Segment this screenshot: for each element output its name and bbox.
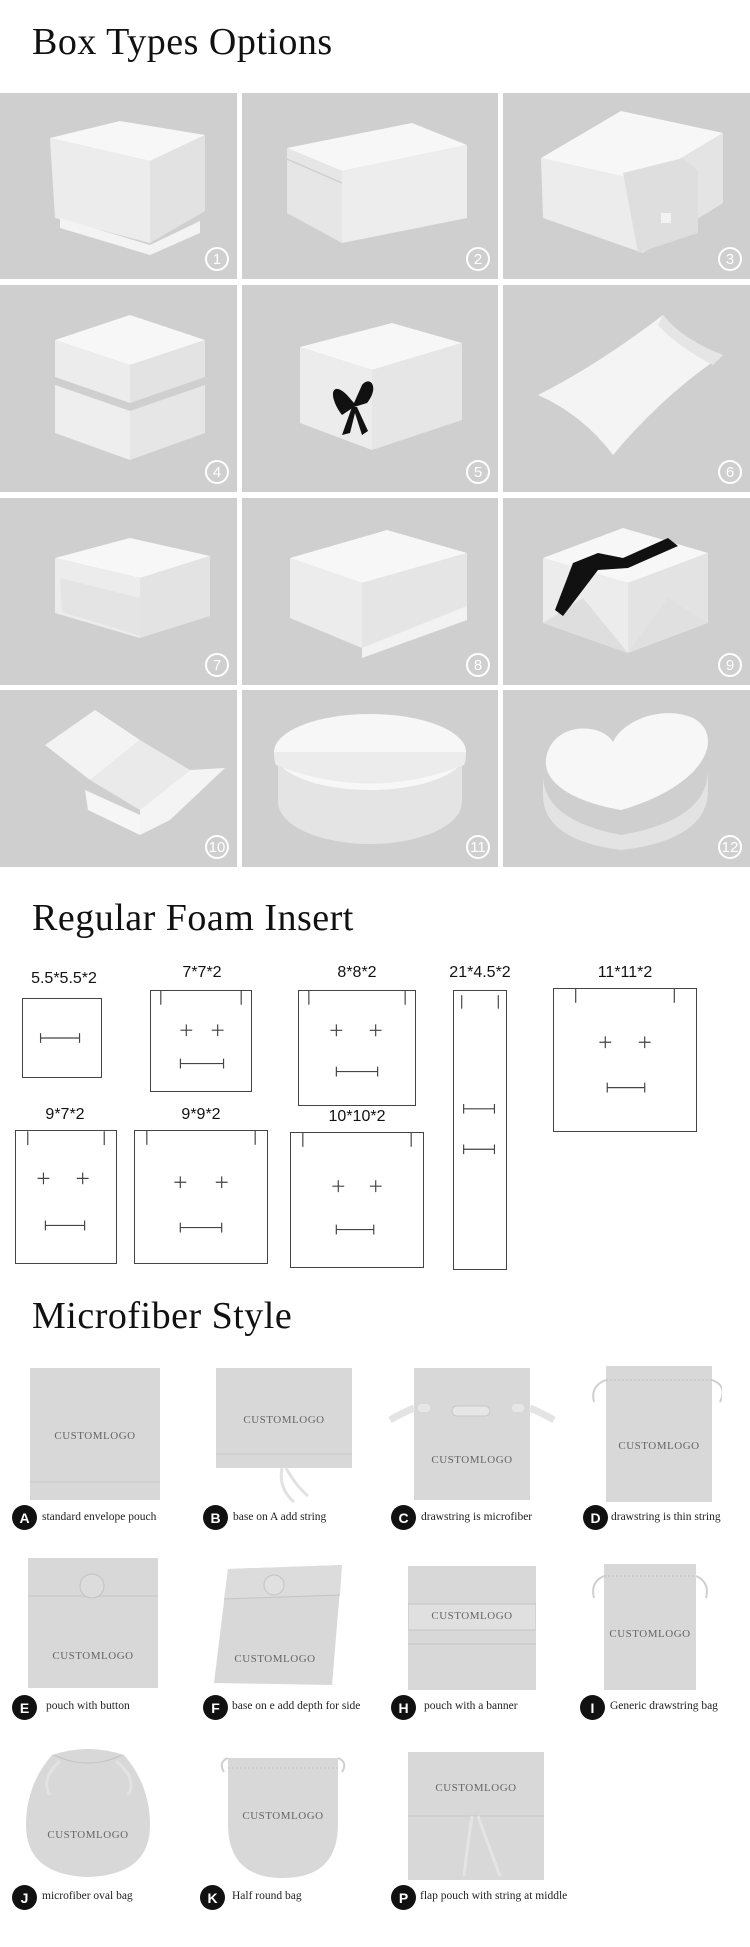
fold-magnetic-box-icon [242,498,498,685]
foam-slit-icon [554,989,696,1131]
box-tile-9[interactable] [503,498,750,685]
pouch-caption: flap pouch with string at middle [420,1890,568,1902]
box-tile-6[interactable] [503,285,750,492]
pouch-caption: pouch with a banner [424,1700,518,1712]
foam-size-label: 5.5*5.5*2 [31,970,97,987]
pouch-logo-text: CUSTOMLOGO [618,1440,700,1452]
pouch-caption: Generic drawstring bag [610,1700,718,1712]
pouch-letter-badge: E [12,1695,37,1720]
pouch-logo-text: CUSTOMLOGO [431,1454,513,1466]
pouch-letter-badge: K [200,1885,225,1910]
pouch-letter-badge: B [203,1505,228,1530]
foam-slit-icon [454,991,506,1269]
drawstring-thin-pouch-icon [586,1366,722,1502]
pouch-logo-text: CUSTOMLOGO [431,1610,513,1622]
box-number-badge: 6 [718,460,742,484]
foam-insert-8-8[interactable] [298,990,416,1106]
pouch-caption: base on A add string [233,1511,327,1523]
foam-title: Regular Foam Insert [32,897,354,939]
drawstring-microfiber-pouch-icon [388,1368,556,1500]
box-number-badge: 3 [718,247,742,271]
box-tile-3[interactable] [503,93,750,279]
pouch-letter-badge: H [391,1695,416,1720]
foam-insert-9-9[interactable] [134,1130,268,1264]
foam-size-label: 11*11*2 [597,964,653,981]
pillow-box-icon [503,285,750,492]
magnetic-box-icon [242,93,498,279]
foam-slit-icon [299,991,415,1105]
microfiber-title: Microfiber Style [32,1295,293,1337]
pouch-f[interactable] [214,1565,344,1691]
pouch-i[interactable] [584,1558,716,1690]
foam-slit-icon [16,1131,116,1263]
banner-pouch-icon [408,1566,536,1690]
pouch-letter-badge: I [580,1695,605,1720]
lid-base-tall-box-icon [0,285,237,492]
pouch-logo-text: CUSTOMLOGO [234,1653,316,1665]
pouch-letter-badge: J [12,1885,37,1910]
generic-drawstring-pouch-icon [584,1558,716,1690]
foam-slit-icon [151,991,251,1091]
pouch-letter-badge: A [12,1505,37,1530]
lid-base-box-icon [0,93,237,279]
oval-box-icon [242,690,498,867]
box-number-badge: 5 [466,460,490,484]
foam-insert-7-7[interactable] [150,990,252,1092]
drawer-box-icon [503,93,750,279]
pouch-caption: drawstring is thin string [611,1511,721,1523]
box-tile-12[interactable] [503,690,750,867]
box-number-badge: 4 [205,460,229,484]
ribbon-fold-box-icon [503,498,750,685]
box-number-badge: 9 [718,653,742,677]
button-pouch-icon [28,1558,158,1688]
foam-insert-11-11[interactable] [553,988,697,1132]
foam-size-label: 7*7*2 [182,964,222,981]
pouch-logo-text: CUSTOMLOGO [243,1414,325,1426]
pouch-k[interactable] [218,1750,348,1880]
pouch-logo-text: CUSTOMLOGO [52,1650,134,1662]
envelope-string-pouch-icon [216,1368,352,1504]
box-tile-8[interactable] [242,498,498,685]
oval-pouch-icon [20,1745,156,1880]
foam-insert-21-4-5[interactable] [453,990,507,1270]
pouch-e[interactable] [28,1558,158,1688]
pouch-caption: microfiber oval bag [42,1890,133,1902]
pouch-caption: pouch with button [46,1700,130,1712]
box-number-badge: 1 [205,247,229,271]
foam-slit-icon [135,1131,267,1263]
flap-string-pouch-icon [408,1752,544,1880]
box-number-badge: 7 [205,653,229,677]
foam-size-label: 10*10*2 [328,1108,386,1125]
clear-lid-box-icon [0,498,237,685]
pouch-d[interactable] [586,1366,722,1502]
pouch-h[interactable] [408,1566,536,1690]
box-tile-5[interactable] [242,285,498,492]
foam-insert-10-10[interactable] [290,1132,424,1268]
pouch-logo-text: CUSTOMLOGO [609,1628,691,1640]
pouch-logo-text: CUSTOMLOGO [435,1782,517,1794]
pouch-letter-badge: P [391,1885,416,1910]
foam-slit-icon [23,999,101,1077]
foam-size-label: 9*9*2 [181,1106,221,1123]
pouch-letter-badge: C [391,1505,416,1530]
ribbon-magnetic-box-icon [242,285,498,492]
heart-box-icon [503,690,750,867]
box-tile-11[interactable] [242,690,498,867]
foam-size-label: 9*7*2 [45,1106,85,1123]
box-tile-10[interactable] [0,690,237,867]
box-number-badge: 10 [205,835,229,859]
pouch-j[interactable] [20,1745,156,1880]
box-tile-7[interactable] [0,498,237,685]
foam-insert-5-5[interactable] [22,998,102,1078]
box-number-badge: 8 [466,653,490,677]
pouch-caption: standard envelope pouch [42,1511,157,1523]
pouch-logo-text: CUSTOMLOGO [242,1810,324,1822]
pouch-p[interactable] [408,1752,544,1880]
pouch-caption: Half round bag [232,1890,302,1902]
box-types-title: Box Types Options [32,21,333,63]
foam-size-label: 8*8*2 [337,964,377,981]
box-tile-2[interactable] [242,93,498,279]
pouch-a[interactable] [30,1368,160,1500]
pouch-letter-badge: F [203,1695,228,1720]
pouch-caption: drawstring is microfiber [421,1511,533,1523]
foam-slit-icon [291,1133,423,1267]
pouch-logo-text: CUSTOMLOGO [47,1829,129,1841]
pouch-caption: base on e add depth for side [232,1700,361,1712]
depth-button-pouch-icon [214,1565,344,1691]
pouch-logo-text: CUSTOMLOGO [54,1430,136,1442]
box-tile-4[interactable] [0,285,237,492]
pouch-b[interactable] [216,1368,352,1504]
box-number-badge: 11 [466,835,490,859]
box-number-badge: 2 [466,247,490,271]
pouch-c[interactable] [388,1368,556,1500]
pouch-letter-badge: D [583,1505,608,1530]
foam-insert-9-7[interactable] [15,1130,117,1264]
box-number-badge: 12 [718,835,742,859]
foam-size-label: 21*4.5*2 [449,964,511,981]
box-tile-1[interactable] [0,93,237,279]
open-flap-box-icon [0,690,237,867]
